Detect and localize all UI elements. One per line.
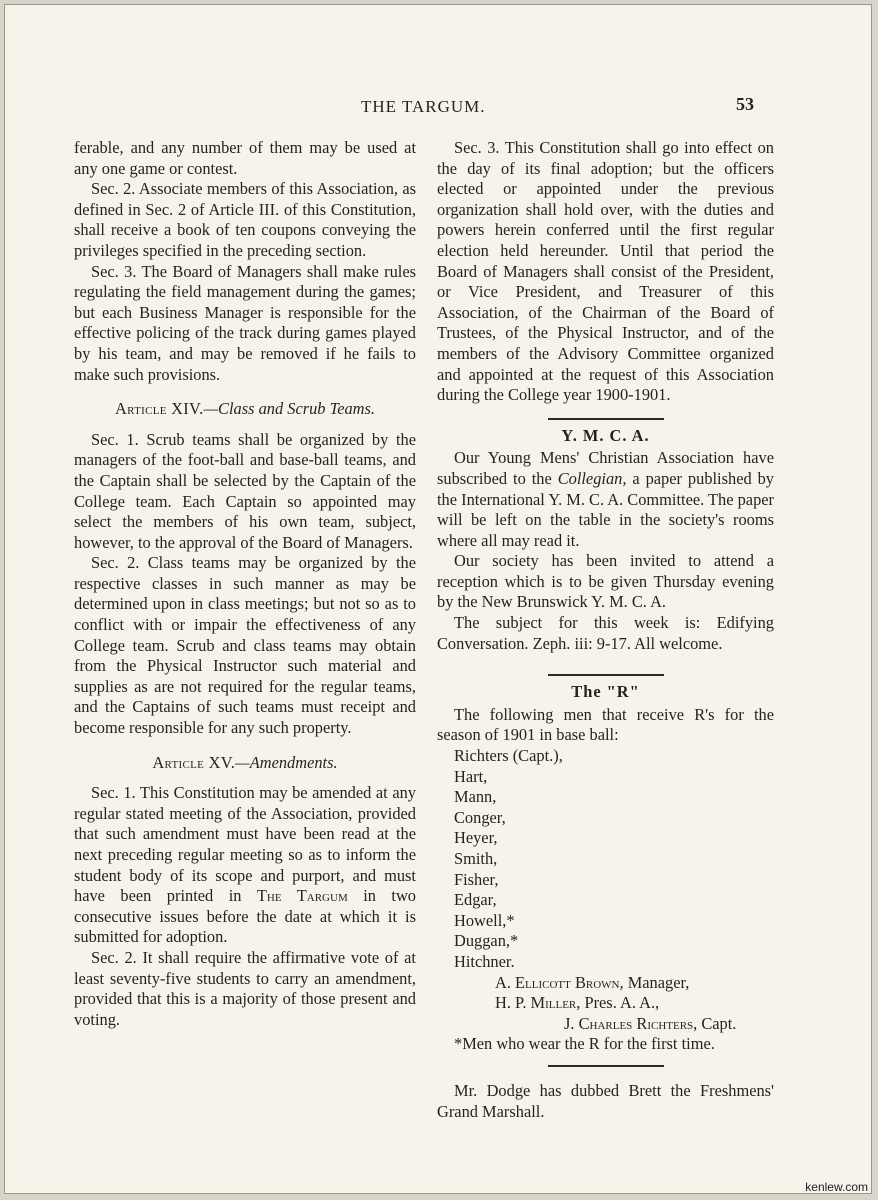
signer-role: , Pres. A. A., <box>576 993 660 1013</box>
text-run: a paper published by the International Y. M. C. A. Committee. The paper will be left on the table in the society's rooms where all may read it. <box>437 468 775 550</box>
letter-winner-name: Fisher, <box>454 869 499 889</box>
signature-line <box>478 993 774 1014</box>
paragraph: Sec. 1. Scrub teams shall be organized by the managers of the foot-ball and base-ball teams, and the Captain shall be selected by the Captain of the College team. Each Captain so appointed may select the members of his own team, subject, however, to the approval of the Board of Managers. <box>74 429 416 552</box>
letter-winner-name: Heyer, <box>454 828 498 848</box>
paragraph: Sec. 2. Class teams may be organized by the respective classes in such manner as may be determined upon in class meetings; but not so as to conflict with or impair the effectiveness of any College team. Scrub and class teams may obtain from the Physical Instructor such material and supplies as are not required for the regular teams, and the Captains of such teams must receipt and become responsible for any such property. <box>74 553 416 738</box>
text-run: Sec. 1. This Constitution may be amended at any regular stated meeting of the Association, provided that such amendment must have been read at the next preceding regular meeting so as to inform the student body of its scope and purport, and must have been printed in <box>74 783 416 906</box>
paragraph: ferable, and any number of them may be used at any one game or contest. <box>74 138 416 178</box>
article-title: —Class and Scrub Teams. <box>203 399 375 419</box>
paragraph <box>74 783 416 948</box>
paragraph: Mr. Dodge has dubbed Brett the Freshmens' Grand Marshall. <box>437 1080 774 1121</box>
section-rule <box>548 674 664 676</box>
paragraph: Sec. 2. It shall require the affirmative vote of at least seventy-five students to carry an amendment, provided that this is a majority of those present and voting. <box>74 947 416 1029</box>
paragraph: Our society has been invited to attend a reception which is to be given Thursday evening by the New Brunswick Y. M. C. A. <box>437 551 774 612</box>
signer-name: J. Charles Richters <box>564 1013 694 1033</box>
paragraph: Sec. 3. The Board of Managers shall make rules regulating the field management during the games; but each Business Manager is responsible for the effective policing of the track during games played by his team, and may be removed if he fails to make such provisions. <box>74 261 416 384</box>
letter-winner-name: Duggan,* <box>454 931 519 951</box>
signature-line <box>547 1014 774 1035</box>
article-title: —Amendments. <box>235 752 338 772</box>
publication-name: The Targum <box>256 886 348 906</box>
section-title: Y. M. C. A. <box>561 425 650 445</box>
article-number: Article XIV. <box>114 399 204 419</box>
letter-winner-name: Hitchner. <box>454 951 515 971</box>
paragraph: Sec. 3. This Constitution shall go into effect on the day of its final adoption; but the officers elected or appointed under the previous organization shall hold over, with the duties and powers herein conferred until the first regular election held hereunder. Until that period the Board of Managers shall consist of the President, or Vice President, and Treasurer of this Association, of the Chairman of the Board of Trustees, of the Physical Instructor, and of the members of the Advisory Committee organized and appointed at the request of this Association during the College year 1900-1901. <box>437 138 774 405</box>
article-heading <box>74 753 416 774</box>
signer-name: H. P. Miller <box>495 993 577 1013</box>
right-column <box>437 138 774 1122</box>
text-run: Our Young Mens' Christian Association have subscribed to the <box>437 448 774 488</box>
paragraph: The following men that receive R's for the season of 1901 in base ball: <box>437 704 774 745</box>
signer-role: , Manager, <box>619 972 690 992</box>
section-rule <box>548 1065 664 1067</box>
scanned-page <box>4 4 872 1194</box>
text-run: in two consecutive issues before the date at which it is submitted for adoption. <box>74 886 416 947</box>
left-column <box>74 138 416 1030</box>
article-heading <box>74 399 416 420</box>
paragraph: The subject for this week is: Edifying Conversation. Zeph. iii: 9-17. All welcome. <box>437 613 774 653</box>
publication-name: Collegian, <box>557 468 627 488</box>
letter-winner-name: Hart, <box>454 766 488 786</box>
signature-line <box>478 973 774 994</box>
section-rule <box>548 418 664 420</box>
letter-winner-name: Edgar, <box>454 890 497 910</box>
page-number: 53 <box>736 94 754 114</box>
letter-winner-name: Richters (Capt.), <box>454 746 563 766</box>
running-head: THE TARGUM. <box>361 97 486 116</box>
letter-winner-name: Howell,* <box>454 910 515 930</box>
section-title: The "R" <box>571 682 640 702</box>
footnote: *Men who wear the R for the first time. <box>454 1034 715 1054</box>
paragraph <box>437 448 774 551</box>
letter-winner-name: Mann, <box>454 787 497 807</box>
letter-winner-name: Smith, <box>454 849 498 868</box>
article-number: Article XV. <box>152 752 236 772</box>
letter-winner-name: Conger, <box>454 807 506 827</box>
signer-name: A. Ellicott Brown <box>495 972 620 992</box>
paragraph: Sec. 2. Associate members of this Association, as defined in Sec. 2 of Article III. of this Constitution, shall receive a book of ten coupons conveying the privileges specified in the preceding section. <box>74 179 416 260</box>
watermark: kenlew.com <box>805 1180 868 1194</box>
signer-role: , Capt. <box>693 1013 737 1033</box>
letter-winners-list <box>437 746 774 973</box>
